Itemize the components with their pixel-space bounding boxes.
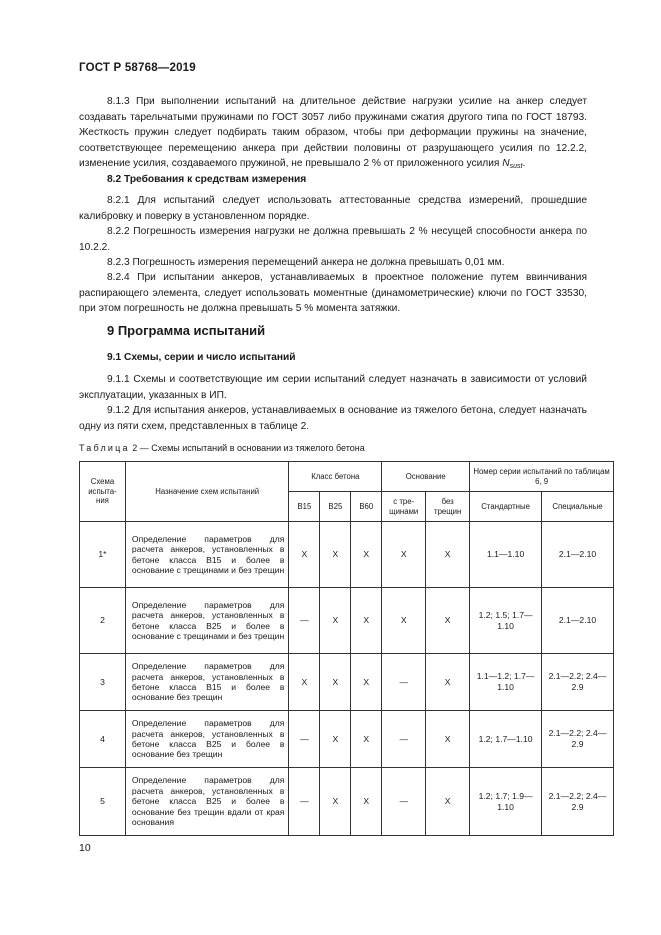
cell-b60: X bbox=[351, 522, 382, 588]
document-header: ГОСТ Р 58768—2019 bbox=[79, 62, 196, 74]
cell-purpose: Определение параметров для расчета анкеров, установленных в бетоне класса В25 и более в основание без трещин вдали от края основания bbox=[125, 768, 289, 836]
cell-uncracked: X bbox=[426, 588, 470, 654]
col-header-b60: В60 bbox=[351, 492, 382, 522]
page-number: 10 bbox=[79, 842, 91, 854]
col-header-standard: Стандартные bbox=[470, 492, 542, 522]
cell-b15: — bbox=[289, 588, 320, 654]
symbol-n: N bbox=[502, 158, 510, 170]
cell-purpose: Определение параметров для расчета анкеров, установленных в бетоне класса В15 и более в основание без трещин bbox=[125, 654, 289, 711]
paragraph-8-2-1: 8.2.1 Для испытаний следует использовать аттестованные средства измерений, прошедшие калибровку и поверку в установленном порядке. bbox=[79, 195, 587, 222]
paragraph-8-2-2: 8.2.2 Погрешность измерения нагрузки не должна превышать 2 % несущей способности анкера по 10.2.2. bbox=[79, 226, 587, 253]
paragraph-8-1-3 bbox=[79, 94, 587, 175]
col-header-scheme: Схема испыта-ния bbox=[80, 462, 126, 522]
cell-standard: 1.2; 1.7; 1.9—1.10 bbox=[470, 768, 542, 836]
paragraph-8-2-3: 8.2.3 Погрешность измерения перемещений анкера не должна превышать 0,01 мм. bbox=[107, 257, 505, 268]
cell-b15: X bbox=[289, 522, 320, 588]
cell-purpose: Определение параметров для расчета анкеров, установленных в бетоне класса В25 и более в основание с трещинами и без трещин bbox=[125, 588, 289, 654]
cell-cracked: X bbox=[382, 588, 426, 654]
col-header-special: Специальные bbox=[542, 492, 614, 522]
cell-uncracked: X bbox=[426, 768, 470, 836]
cell-b15: X bbox=[289, 654, 320, 711]
table-caption-word: Таблица bbox=[79, 443, 130, 453]
cell-b60: X bbox=[351, 711, 382, 768]
cell-scheme: 5 bbox=[80, 768, 126, 836]
cell-uncracked: X bbox=[426, 711, 470, 768]
col-header-b25: В25 bbox=[320, 492, 351, 522]
heading-8-2: 8.2 Требования к средствам измерения bbox=[107, 174, 307, 185]
table-row bbox=[80, 654, 614, 711]
table-row bbox=[80, 588, 614, 654]
col-header-cracked: с тре-щинами bbox=[382, 492, 426, 522]
col-header-purpose: Назначение схем испытаний bbox=[125, 462, 289, 522]
table-caption bbox=[79, 443, 365, 453]
table-caption-rest: 2 — Схемы испытаний в основании из тяжелого бетона bbox=[129, 443, 365, 453]
cell-b60: X bbox=[351, 768, 382, 836]
paragraph-9-1-1: 9.1.1 Схемы и соответствующие им серии испытаний следует назначать в зависимости от условий эксплуатации, указанных в ИП. bbox=[79, 374, 587, 401]
cell-cracked: — bbox=[382, 768, 426, 836]
cell-standard: 1.2; 1.7—1.10 bbox=[470, 711, 542, 768]
cell-uncracked: X bbox=[426, 522, 470, 588]
cell-scheme: 3 bbox=[80, 654, 126, 711]
test-schemes-table bbox=[79, 461, 614, 836]
col-header-uncracked: без трещин bbox=[426, 492, 470, 522]
cell-uncracked: X bbox=[426, 654, 470, 711]
cell-special: 2.1—2.2; 2.4—2.9 bbox=[542, 654, 614, 711]
cell-purpose: Определение параметров для расчета анкеров, установленных в бетоне класса В15 и более в основание с трещинами и без трещин bbox=[125, 522, 289, 588]
table-row bbox=[80, 711, 614, 768]
cell-special: 2.1—2.2; 2.4—2.9 bbox=[542, 768, 614, 836]
cell-scheme: 1* bbox=[80, 522, 126, 588]
cell-standard: 1.2; 1.5; 1.7—1.10 bbox=[470, 588, 542, 654]
cell-cracked: — bbox=[382, 654, 426, 711]
cell-purpose: Определение параметров для расчета анкеров, установленных в бетоне класса В25 и более в основание без трещин bbox=[125, 711, 289, 768]
paragraph-8-1-3-tail: . bbox=[522, 158, 526, 170]
col-header-b15: В15 bbox=[289, 492, 320, 522]
cell-b25: X bbox=[320, 768, 351, 836]
cell-b25: X bbox=[320, 711, 351, 768]
cell-special: 2.1—2.10 bbox=[542, 522, 614, 588]
cell-special: 2.1—2.2; 2.4—2.9 bbox=[542, 711, 614, 768]
col-header-series: Номер серии испытаний по таблицам 6, 9 bbox=[470, 462, 614, 492]
cell-special: 2.1—2.10 bbox=[542, 588, 614, 654]
cell-b15: — bbox=[289, 768, 320, 836]
cell-b25: X bbox=[320, 654, 351, 711]
cell-standard: 1.1—1.2; 1.7—1.10 bbox=[470, 654, 542, 711]
cell-b25: X bbox=[320, 522, 351, 588]
col-header-base: Основание bbox=[382, 462, 470, 492]
table-row bbox=[80, 522, 614, 588]
cell-b15: — bbox=[289, 711, 320, 768]
cell-b60: X bbox=[351, 588, 382, 654]
col-header-concrete-class: Класс бетона bbox=[289, 462, 382, 492]
cell-cracked: — bbox=[382, 711, 426, 768]
cell-standard: 1.1—1.10 bbox=[470, 522, 542, 588]
paragraph-8-1-3-text: 8.1.3 При выполнении испытаний на длительное действие нагрузки усилие на анкер следует создавать тарельчатыми пружинами по ГОСТ 3057 либо пружинами сжатия другого типа по ГОСТ 18793. Жесткость пружин следует подбирать таким образом, чтобы при деформации пружины на значение, соответствующее перемещению анкера при действии половины от разрушающего усилия по 12.2.2, изменение усилия, создаваемого пружиной, не превышало 2 % от приложенного усилия bbox=[79, 96, 587, 170]
cell-b60: X bbox=[351, 654, 382, 711]
cell-scheme: 4 bbox=[80, 711, 126, 768]
cell-b25: X bbox=[320, 588, 351, 654]
cell-scheme: 2 bbox=[80, 588, 126, 654]
symbol-sub-sust: sust bbox=[509, 163, 523, 171]
cell-cracked: X bbox=[382, 522, 426, 588]
paragraph-8-2-4: 8.2.4 При испытании анкеров, устанавливаемых в проектное положение путем ввинчивания распирающего элемента, следует использовать моментные (динамометрические) ключи по ГОСТ 33530, при этом погрешность не должна превышать 5 % момента затяжки. bbox=[79, 272, 587, 315]
heading-9: 9 Программа испытаний bbox=[107, 323, 266, 338]
table-row bbox=[80, 768, 614, 836]
heading-9-1: 9.1 Схемы, серии и число испытаний bbox=[107, 352, 296, 363]
paragraph-9-1-2: 9.1.2 Для испытания анкеров, устанавливаемых в основание из тяжелого бетона, следует назначать одну из пяти схем, представленных в таблице 2. bbox=[79, 405, 587, 432]
